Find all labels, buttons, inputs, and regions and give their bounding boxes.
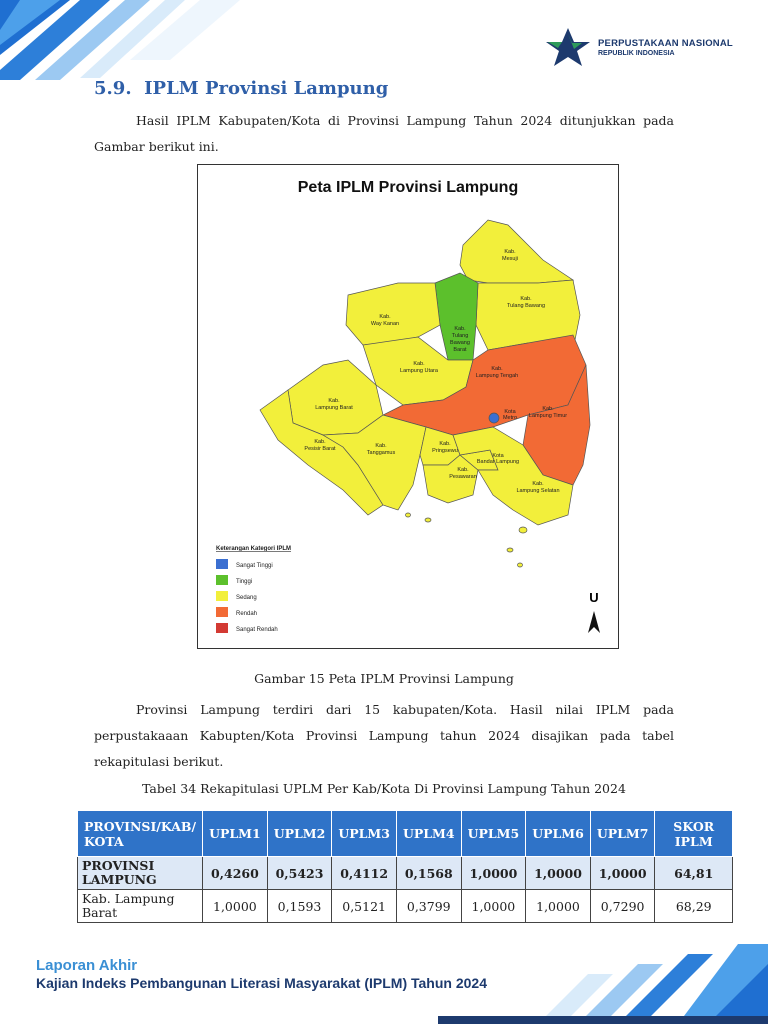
svg-text:Kab.: Kab. [379, 314, 391, 320]
footer-title: Laporan Akhir [36, 957, 138, 974]
svg-text:Kota: Kota [504, 409, 516, 415]
cell-uplm6: 1,0000 [526, 857, 591, 890]
legend-label-sangat-rendah: Sangat Rendah [236, 627, 278, 633]
svg-text:Lampung Selatan: Lampung Selatan [516, 488, 560, 494]
svg-text:Kab.: Kab. [328, 398, 340, 404]
svg-text:Lampung Tengah: Lampung Tengah [475, 373, 519, 379]
body-paragraph: Provinsi Lampung terdiri dari 15 kabupaten/Kota. Hasil nilai IPLM pada perpustakaaan Kabupten/Kota Provinsi Lampung tahun 2024 disajikan pada tabel rekapitulasi berikut. [94, 702, 674, 769]
legend-swatch-sedang [216, 591, 228, 601]
legend-swatch-sangat-rendah [216, 623, 228, 633]
table-header-row [78, 811, 733, 857]
svg-text:Bawang: Bawang [450, 340, 470, 346]
cell-uplm5: 1,0000 [461, 890, 526, 923]
svg-text:Kab.: Kab. [520, 296, 532, 302]
logo-title: PERPUSTAKAAN NASIONAL [598, 37, 733, 49]
perpusnas-logo [544, 26, 733, 68]
cell-uplm4: 0,1568 [396, 857, 461, 890]
region-kota-metro [489, 413, 499, 423]
star-logo-icon [544, 26, 592, 68]
cell-uplm2: 0,5423 [267, 857, 332, 890]
svg-text:Kab.: Kab. [532, 481, 544, 487]
svg-text:Kab.: Kab. [375, 443, 387, 449]
section-heading [94, 78, 388, 99]
footer-subtitle: Kajian Indeks Pembangunan Literasi Masyarakat (IPLM) Tahun 2024 [36, 975, 487, 991]
intro-paragraph: Hasil IPLM Kabupaten/Kota di Provinsi Lampung Tahun 2024 ditunjukkan pada Gambar berikut ini. [94, 113, 674, 154]
col-header-uplm3: UPLM3 [332, 811, 397, 857]
svg-text:Pesawaran: Pesawaran [449, 474, 477, 480]
svg-text:Kab.: Kab. [491, 366, 503, 372]
legend-label-sangat-tinggi: Sangat Tinggi [236, 563, 273, 569]
col-header-uplm1: UPLM1 [203, 811, 268, 857]
region-mesuji [460, 220, 573, 283]
svg-text:Lampung Barat: Lampung Barat [315, 405, 353, 411]
logo-subtitle: REPUBLIK INDONESIA [598, 49, 675, 57]
cell-uplm5: 1,0000 [461, 857, 526, 890]
figure-caption: Gambar 15 Peta IPLM Provinsi Lampung [254, 671, 514, 686]
svg-text:Tulang Bawang: Tulang Bawang [506, 303, 546, 309]
map-figure [197, 164, 619, 649]
lampung-map [198, 165, 618, 648]
north-arrow-icon [588, 590, 600, 633]
row-label: Kab. Lampung Barat [78, 890, 203, 923]
svg-text:Barat: Barat [453, 347, 467, 353]
table-caption: Tabel 34 Rekapitulasi UPLM Per Kab/Kota Di Provinsi Lampung Tahun 2024 [142, 781, 626, 796]
header-decoration [0, 0, 250, 90]
cell-uplm3: 0,5121 [332, 890, 397, 923]
svg-text:Pesisir Barat: Pesisir Barat [304, 446, 336, 452]
north-label: U [589, 590, 599, 605]
col-header-uplm2: UPLM2 [267, 811, 332, 857]
legend-swatch-tinggi [216, 575, 228, 585]
legend-label-tinggi: Tinggi [236, 579, 253, 585]
col-header-uplm5: UPLM5 [461, 811, 526, 857]
cell-uplm4: 0,3799 [396, 890, 461, 923]
svg-text:Tulang: Tulang [451, 333, 469, 339]
footer-decoration [438, 944, 768, 1024]
region-way-kanan [346, 283, 440, 345]
map-title: Peta IPLM Provinsi Lampung [297, 179, 519, 196]
cell-uplm1: 0,4260 [203, 857, 268, 890]
cell-skor: 68,29 [655, 890, 733, 923]
svg-text:Pringsewu: Pringsewu [432, 448, 458, 454]
legend-label-rendah: Rendah [236, 611, 258, 617]
svg-text:Lampung Utara: Lampung Utara [400, 368, 438, 374]
svg-text:Bandar Lampung: Bandar Lampung [476, 459, 520, 465]
svg-text:Kab.: Kab. [504, 249, 516, 255]
col-header-uplm7: UPLM7 [590, 811, 655, 857]
col-header-wilayah: PROVINSI/KAB/ KOTA [78, 811, 203, 857]
svg-text:Tanggamus: Tanggamus [366, 450, 396, 456]
svg-text:Kab.: Kab. [454, 326, 466, 332]
svg-text:Kab.: Kab. [542, 406, 554, 412]
cell-uplm2: 0,1593 [267, 890, 332, 923]
col-header-skor: SKOR IPLM [655, 811, 733, 857]
col-header-uplm4: UPLM4 [396, 811, 461, 857]
svg-text:Kab.: Kab. [314, 439, 326, 445]
col-header-uplm6: UPLM6 [526, 811, 591, 857]
uplm-table [77, 810, 733, 923]
svg-text:Metro: Metro [502, 415, 518, 421]
table-row [78, 890, 733, 923]
cell-uplm7: 1,0000 [590, 857, 655, 890]
section-number: 5.9. [94, 78, 132, 99]
map-legend [216, 546, 291, 633]
cell-uplm6: 1,0000 [526, 890, 591, 923]
legend-swatch-rendah [216, 607, 228, 617]
legend-label-sedang: Sedang [236, 595, 257, 601]
svg-text:Kab.: Kab. [413, 361, 425, 367]
legend-swatch-sangat-tinggi [216, 559, 228, 569]
svg-text:Mesuji: Mesuji [502, 256, 518, 262]
svg-text:Way Kanan: Way Kanan [370, 321, 400, 327]
cell-uplm7: 0,7290 [590, 890, 655, 923]
legend-title: Keterangan Kategori IPLM [216, 546, 292, 552]
svg-text:Kota: Kota [492, 453, 504, 459]
table-row [78, 857, 733, 890]
svg-text:Lampung Timur: Lampung Timur [528, 413, 568, 419]
svg-text:Kab.: Kab. [439, 441, 451, 447]
section-title: IPLM Provinsi Lampung [144, 78, 389, 99]
cell-uplm1: 1,0000 [203, 890, 268, 923]
row-label: PROVINSI LAMPUNG [78, 857, 203, 890]
cell-uplm3: 0,4112 [332, 857, 397, 890]
svg-text:Kab.: Kab. [457, 467, 469, 473]
cell-skor: 64,81 [655, 857, 733, 890]
